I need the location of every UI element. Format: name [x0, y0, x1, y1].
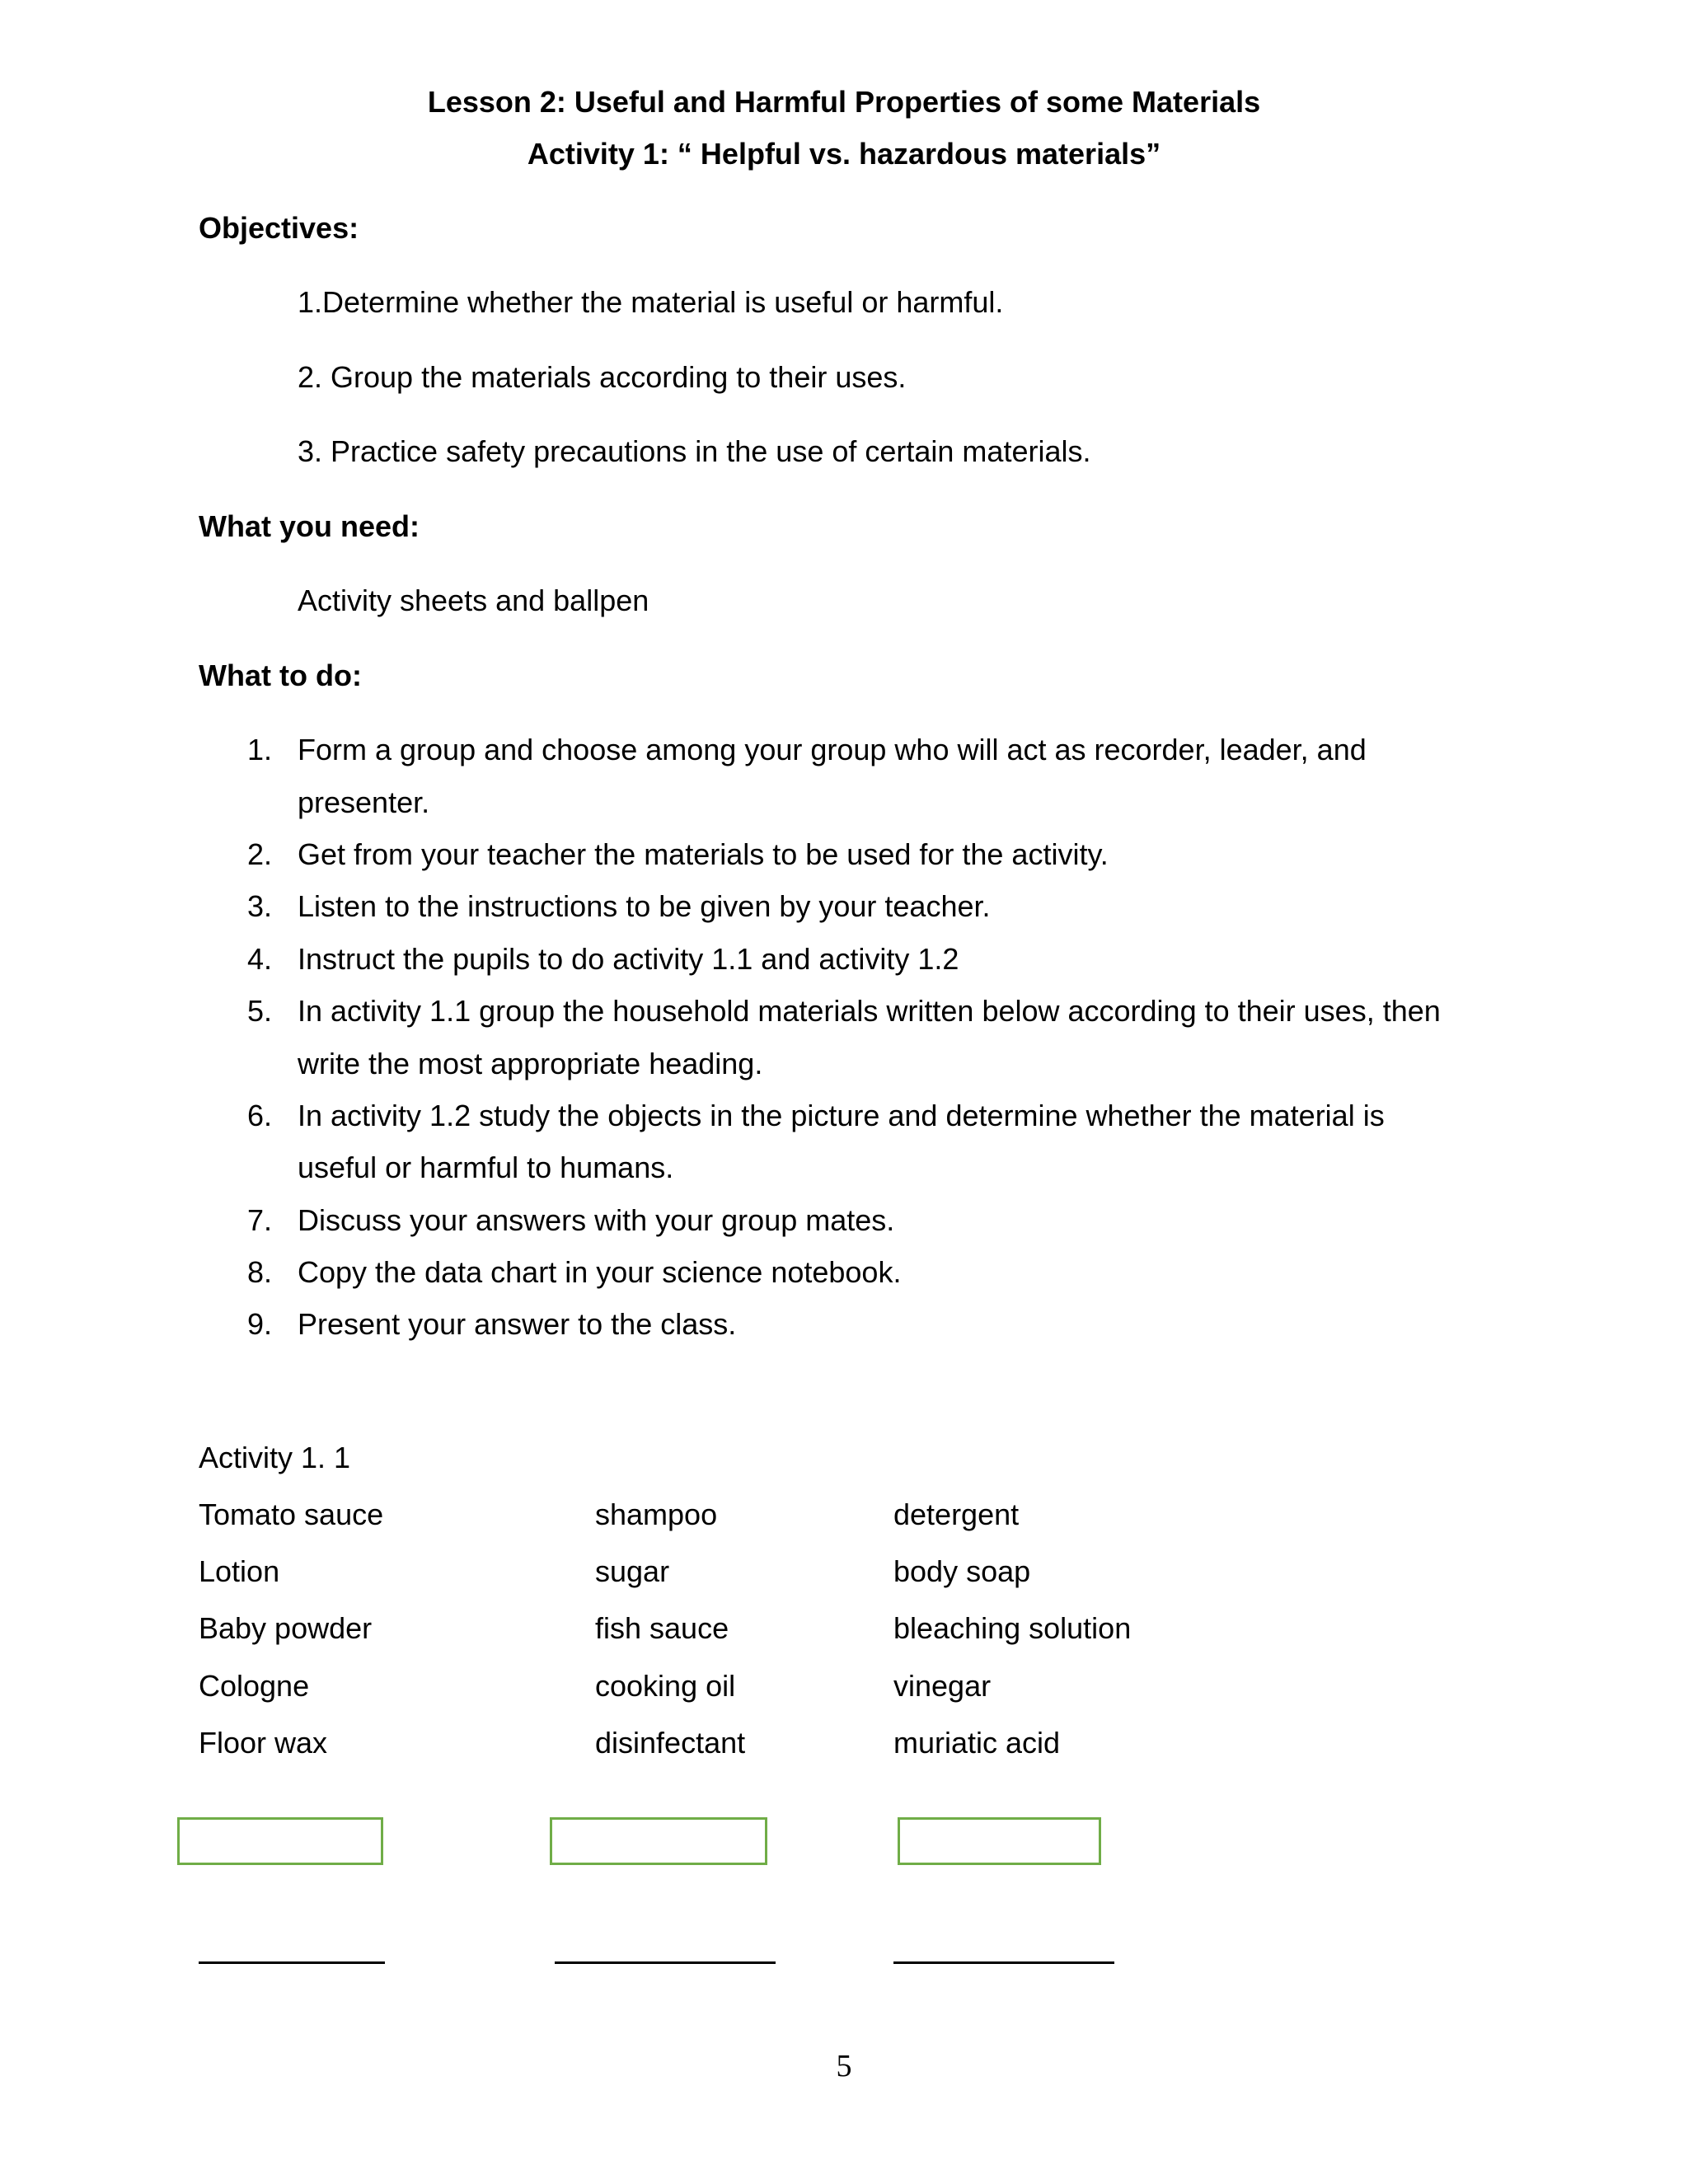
- material-item: Cologne: [199, 1669, 310, 1703]
- material-item: Lotion: [199, 1554, 280, 1588]
- heading-answer-box[interactable]: [898, 1817, 1101, 1865]
- material-item: bleaching solution: [893, 1611, 1132, 1645]
- material-item: shampoo: [595, 1497, 718, 1531]
- step-text: Discuss your answers with your group mates.: [298, 1203, 895, 1237]
- materials-needed-text: Activity sheets and ballpen: [298, 583, 649, 617]
- step-number: 3.: [247, 889, 273, 923]
- step-text: In activity 1.2 study the objects in the picture and determine whether the material is: [298, 1099, 1385, 1132]
- heading-answer-box[interactable]: [177, 1817, 383, 1865]
- material-item: vinegar: [893, 1669, 992, 1703]
- step-text: presenter.: [298, 785, 430, 819]
- step-number: 7.: [247, 1203, 273, 1237]
- step-number: 5.: [247, 994, 273, 1028]
- step-number: 1.: [247, 733, 273, 766]
- material-item: disinfectant: [595, 1726, 746, 1760]
- objectives-heading: Objectives:: [199, 211, 359, 245]
- what-to-do-heading: What to do:: [199, 658, 362, 692]
- answer-blank-line[interactable]: [893, 1961, 1114, 1964]
- material-item: Baby powder: [199, 1611, 373, 1645]
- step-text: Copy the data chart in your science notebook.: [298, 1255, 902, 1289]
- material-item: muriatic acid: [893, 1726, 1061, 1760]
- material-item: detergent: [893, 1497, 1020, 1531]
- activity-title: Activity 1: “ Helpful vs. hazardous materials”: [527, 137, 1161, 171]
- step-text: Listen to the instructions to be given by your teacher.: [298, 889, 991, 923]
- page-number: 5: [836, 2049, 852, 2083]
- material-item: Floor wax: [199, 1726, 328, 1760]
- step-text: Form a group and choose among your group who will act as recorder, leader, and: [298, 733, 1367, 766]
- what-you-need-heading: What you need:: [199, 509, 420, 543]
- lesson-title: Lesson 2: Useful and Harmful Properties of some Materials: [427, 85, 1261, 119]
- heading-answer-box[interactable]: [550, 1817, 767, 1865]
- step-number: 4.: [247, 942, 273, 976]
- step-text: Present your answer to the class.: [298, 1307, 737, 1341]
- activity-1-1-label: Activity 1. 1: [199, 1441, 351, 1474]
- answer-blank-line[interactable]: [199, 1961, 385, 1964]
- step-number: 6.: [247, 1099, 273, 1132]
- objective-item: 3. Practice safety precautions in the use of certain materials.: [298, 434, 1091, 468]
- step-text: Instruct the pupils to do activity 1.1 and activity 1.2: [298, 942, 959, 976]
- step-text: useful or harmful to humans.: [298, 1151, 674, 1184]
- objective-item: 1.Determine whether the material is useful or harmful.: [298, 285, 1004, 319]
- step-text: Get from your teacher the materials to be used for the activity.: [298, 837, 1109, 871]
- step-number: 9.: [247, 1307, 273, 1341]
- answer-blank-line[interactable]: [555, 1961, 776, 1964]
- material-item: body soap: [893, 1554, 1031, 1588]
- step-number: 2.: [247, 837, 273, 871]
- material-item: cooking oil: [595, 1669, 736, 1703]
- step-text: In activity 1.1 group the household materials written below according to their uses, then: [298, 994, 1441, 1028]
- step-text: write the most appropriate heading.: [298, 1047, 763, 1080]
- step-number: 8.: [247, 1255, 273, 1289]
- material-item: fish sauce: [595, 1611, 729, 1645]
- objective-item: 2. Group the materials according to their uses.: [298, 360, 907, 394]
- material-item: Tomato sauce: [199, 1497, 384, 1531]
- material-item: sugar: [595, 1554, 670, 1588]
